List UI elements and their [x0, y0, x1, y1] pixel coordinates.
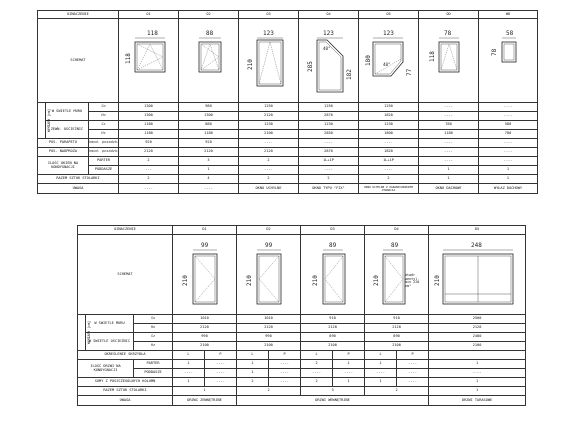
cell: ----: [479, 139, 538, 148]
cell: 910: [301, 315, 365, 324]
cell: ----: [419, 148, 479, 157]
header-oznaczenie: OZNACZENIE: [38, 11, 119, 19]
schematic-o1: [119, 19, 179, 103]
cell: 1: [419, 166, 479, 175]
svg-text:40°: 40°: [322, 45, 331, 51]
svg-text:89: 89: [328, 241, 336, 249]
cell: 1230: [299, 121, 359, 130]
cell: 1: [479, 166, 538, 175]
cell: ----: [397, 369, 429, 378]
cell: ----: [299, 166, 359, 175]
svg-text:210: 210: [246, 58, 254, 70]
cell: 980: [179, 103, 239, 112]
cell: 2850: [299, 130, 359, 139]
cell: ----: [479, 112, 538, 121]
cell: 2120: [237, 324, 301, 333]
unit-so: So: [89, 103, 119, 112]
cell: P: [205, 351, 237, 360]
svg-text:210: 210: [245, 274, 253, 286]
w-swietle-muru: W ŚWIETLE MURU: [86, 315, 134, 333]
svg-text:123: 123: [262, 29, 274, 37]
svg-text:210: 210: [372, 274, 380, 286]
cell: ----: [269, 360, 301, 369]
cell: ---: [119, 166, 179, 175]
sumy-label: SUMY Z POSZCZEGÓLNYCH KOLUMN: [78, 378, 173, 387]
cell: ----: [239, 166, 299, 175]
svg-text:210: 210: [181, 274, 189, 286]
cell: 1: [479, 175, 538, 184]
svg-text:123: 123: [382, 29, 394, 37]
unit-hz: Hz: [89, 130, 119, 139]
cell: OKNO UCHYLNE Z OGRANICZNIKIEM OTWARCIA: [359, 184, 419, 194]
cell: 3: [179, 157, 239, 166]
windows-schedule-table: [37, 10, 538, 194]
w-swietle-muru: W ŚWIETLE MURU: [46, 103, 89, 121]
svg-text:118: 118: [124, 52, 132, 64]
parter-label: PARTER: [89, 157, 119, 166]
cell: 2480: [429, 333, 526, 342]
cell: L: [173, 351, 205, 360]
cell: 1180: [179, 130, 239, 139]
cell: 1820: [359, 148, 419, 157]
cell: P: [397, 351, 429, 360]
cell: 910: [365, 315, 429, 324]
schematic-od: [419, 19, 479, 103]
cell: 1300: [119, 103, 179, 112]
cell: 2120: [365, 324, 429, 333]
svg-text:78: 78: [491, 48, 498, 56]
cell: ----: [365, 369, 397, 378]
cell: 1: [173, 378, 205, 387]
cell: 2100: [173, 342, 237, 351]
svg-text:77: 77: [405, 68, 413, 76]
d4-vent-note: otwór wentyl. min 220 cm²: [404, 272, 419, 288]
col-id: D4: [365, 226, 429, 235]
unit-sz: Sz: [134, 333, 173, 342]
cell: ----: [205, 360, 237, 369]
cell: ----: [205, 378, 237, 387]
cell: ----: [359, 139, 419, 148]
cell: 1L+1P: [359, 157, 419, 166]
unit-so: So: [134, 315, 173, 324]
poddasze-label: PODDASZE: [134, 369, 173, 378]
cell: 1: [429, 360, 526, 369]
svg-text:123: 123: [322, 29, 334, 37]
doors-schedule-table: [77, 225, 526, 406]
cell: ----: [359, 166, 419, 175]
cell: ----: [173, 369, 205, 378]
col-id: O5: [359, 11, 419, 19]
cell: ----: [479, 157, 538, 166]
cell: 2: [299, 175, 359, 184]
svg-text:118: 118: [146, 29, 158, 37]
cell: ----: [429, 369, 526, 378]
cell: 2120: [239, 112, 299, 121]
cell: 2: [301, 378, 333, 387]
col-id: D2: [237, 226, 301, 235]
cell: 1: [237, 369, 269, 378]
cell: 890: [365, 333, 429, 342]
unit-ho: Ho: [89, 112, 119, 121]
cell: 2120: [239, 148, 299, 157]
cell: 2100: [301, 342, 365, 351]
cell: 1: [179, 166, 239, 175]
svg-text:58: 58: [506, 29, 514, 37]
cell: P: [333, 351, 365, 360]
cell: 1: [333, 360, 365, 369]
cell: 3: [301, 387, 365, 396]
cell: 1820: [359, 112, 419, 121]
cell: ----: [239, 139, 299, 148]
cell: 1800: [359, 130, 419, 139]
schematic-d3: [301, 235, 365, 315]
ilosc-drzwi: ILOŚĆ DRZWI NA KONDYGNACJI: [78, 360, 134, 378]
svg-text:182: 182: [345, 68, 353, 80]
pos-nadprozia: POS. NADPROŻA: [38, 148, 89, 157]
col-id: O1: [119, 11, 179, 19]
cell: 1230: [239, 121, 299, 130]
svg-text:210: 210: [311, 274, 319, 286]
cell: 1: [419, 175, 479, 184]
schematic-o2: [179, 19, 239, 103]
schematic-d4: [365, 235, 429, 315]
w-swietle-oscieznic: W ŚWIETLE OŚCIEŻNIC: [86, 333, 134, 351]
col-id: D5: [429, 226, 526, 235]
poddasze-label: PODDASZE: [89, 166, 119, 175]
cell: 1230: [359, 121, 419, 130]
razem-label: RAZEM SZTUK STOLARKI: [78, 387, 173, 396]
svg-text:88: 88: [205, 29, 213, 37]
cell: 990: [237, 333, 301, 342]
cell: ----: [301, 369, 333, 378]
cell: 780: [419, 121, 479, 130]
schematic-d1: [173, 235, 237, 315]
cell: 890: [301, 333, 365, 342]
cell: 1: [365, 360, 397, 369]
cell: ----: [299, 139, 359, 148]
cell: ----: [419, 139, 479, 148]
cell: 1: [333, 378, 365, 387]
cell: 2870: [299, 148, 359, 157]
svg-text:40°: 40°: [382, 61, 391, 67]
cell: L: [365, 351, 397, 360]
cell: 920: [179, 139, 239, 148]
cell: L: [301, 351, 333, 360]
schemat-label: SCHEMAT: [38, 19, 119, 103]
cell: 2100: [239, 130, 299, 139]
svg-text:248: 248: [471, 241, 482, 249]
cell: 2870: [299, 112, 359, 121]
cell: ----: [179, 184, 239, 194]
cell: 1250: [359, 103, 419, 112]
col-id: O2: [179, 11, 239, 19]
cell: 2: [301, 360, 333, 369]
cell: 2120: [301, 324, 365, 333]
cell: 1: [429, 387, 526, 396]
uwaga-label: UWAGA: [38, 184, 119, 194]
col-id: OD: [419, 11, 479, 19]
cell: 2500: [429, 315, 526, 324]
cell: ----: [205, 369, 237, 378]
cell: 1010: [237, 315, 301, 324]
unit-sz: Sz: [89, 121, 119, 130]
cell: 1250: [239, 103, 299, 112]
col-id: O3: [239, 11, 299, 19]
col-id: D3: [301, 226, 365, 235]
wymiary-label: WYMIARY [cm]: [78, 315, 86, 351]
cell: L: [237, 351, 269, 360]
cell: 1: [173, 387, 237, 396]
cell: 880: [179, 121, 239, 130]
unit-hz: Hz: [134, 342, 173, 351]
cell: 1: [173, 360, 205, 369]
svg-text:99: 99: [264, 241, 272, 249]
svg-text:210: 210: [434, 274, 442, 286]
cell: 2: [119, 175, 179, 184]
cell: 1: [365, 378, 397, 387]
cell: 2: [237, 378, 269, 387]
hmod: hmod. posadzki: [89, 139, 119, 148]
cell: [429, 351, 526, 360]
cell: 1: [237, 360, 269, 369]
cell: 1300: [119, 112, 179, 121]
svg-text:78: 78: [443, 29, 451, 37]
svg-text:118: 118: [428, 50, 436, 62]
cell: ----: [119, 184, 179, 194]
cell: 2120: [429, 324, 526, 333]
cell: 1180: [119, 121, 179, 130]
cell: 1180: [419, 130, 479, 139]
cell: 920: [119, 139, 179, 148]
cell: 780: [479, 130, 538, 139]
cell: 2: [119, 157, 179, 166]
svg-text:180: 180: [364, 54, 372, 66]
svg-text:285: 285: [306, 60, 314, 72]
cell: WYŁAZ DACHOWY: [479, 184, 538, 194]
schematic-d2: [237, 235, 301, 315]
schematic-d5: [429, 235, 526, 315]
unit-ho: Ho: [134, 324, 173, 333]
cell: DRZWI TARASOWE: [429, 396, 526, 406]
cell: ----: [419, 157, 479, 166]
schematic-o5: [359, 19, 419, 103]
col-id: WD: [479, 11, 538, 19]
cell: 2: [359, 175, 419, 184]
okreslenie-skrzydla: OKREŚLENIE SKRZYDŁA: [78, 351, 173, 360]
cell: OKNO UCHYLNE: [239, 184, 299, 194]
schematic-o3: [239, 19, 299, 103]
wymiary-label: WYMIARY [cm]: [38, 103, 46, 139]
zewn-oscieznic: ZEWN. OŚCIEŻNIC: [46, 121, 89, 139]
cell: 1180: [119, 130, 179, 139]
cell: 2100: [429, 342, 526, 351]
cell: ----: [419, 103, 479, 112]
cell: ----: [419, 112, 479, 121]
pos-parapetu: POS. PARAPETU: [38, 139, 89, 148]
cell: 990: [173, 333, 237, 342]
hmod: hmod. posadzki: [89, 148, 119, 157]
cell: 4: [179, 175, 239, 184]
cell: 1: [429, 378, 526, 387]
cell: ----: [479, 103, 538, 112]
cell: 2120: [119, 148, 179, 157]
cell: DRZWI ZEWNĘTRZNE: [173, 396, 237, 406]
col-id: D1: [173, 226, 237, 235]
cell: OKNO DACHOWE: [419, 184, 479, 194]
svg-text:99: 99: [200, 241, 208, 249]
razem-label: RAZEM SZTUK STOLARKI: [38, 175, 119, 184]
cell: 2120: [179, 148, 239, 157]
uwaga-label: UWAGA: [78, 396, 173, 406]
schematic-wd: [479, 19, 538, 103]
cell: 2120: [173, 324, 237, 333]
cell: 2: [239, 175, 299, 184]
cell: DRZWI WEWNĘTRZNE: [237, 396, 429, 406]
schemat-label: SCHEMAT: [78, 235, 173, 315]
col-id: O4: [299, 11, 359, 19]
cell: 2100: [365, 342, 429, 351]
cell: ----: [479, 148, 538, 157]
parter-label: PARTER: [134, 360, 173, 369]
cell: 1250: [299, 103, 359, 112]
ilosc-okien: ILOŚĆ OKIEN NA KONDYGNACJI: [38, 157, 89, 175]
cell: ----: [333, 369, 365, 378]
cell: ----: [397, 378, 429, 387]
cell: 2100: [237, 342, 301, 351]
cell: 1300: [179, 112, 239, 121]
cell: 1L+1P: [299, 157, 359, 166]
cell: 1010: [173, 315, 237, 324]
schematic-o4: [299, 19, 359, 103]
header-oznaczenie: OZNACZENIE: [78, 226, 173, 235]
cell: 580: [479, 121, 538, 130]
cell: OKNO TYPU "FIX": [299, 184, 359, 194]
cell: ----: [269, 378, 301, 387]
cell: 2: [237, 387, 301, 396]
cell: ----: [269, 369, 301, 378]
cell: P: [269, 351, 301, 360]
cell: 2: [239, 157, 299, 166]
cell: ----: [397, 360, 429, 369]
svg-text:89: 89: [390, 241, 398, 249]
cell: 2: [365, 387, 429, 396]
